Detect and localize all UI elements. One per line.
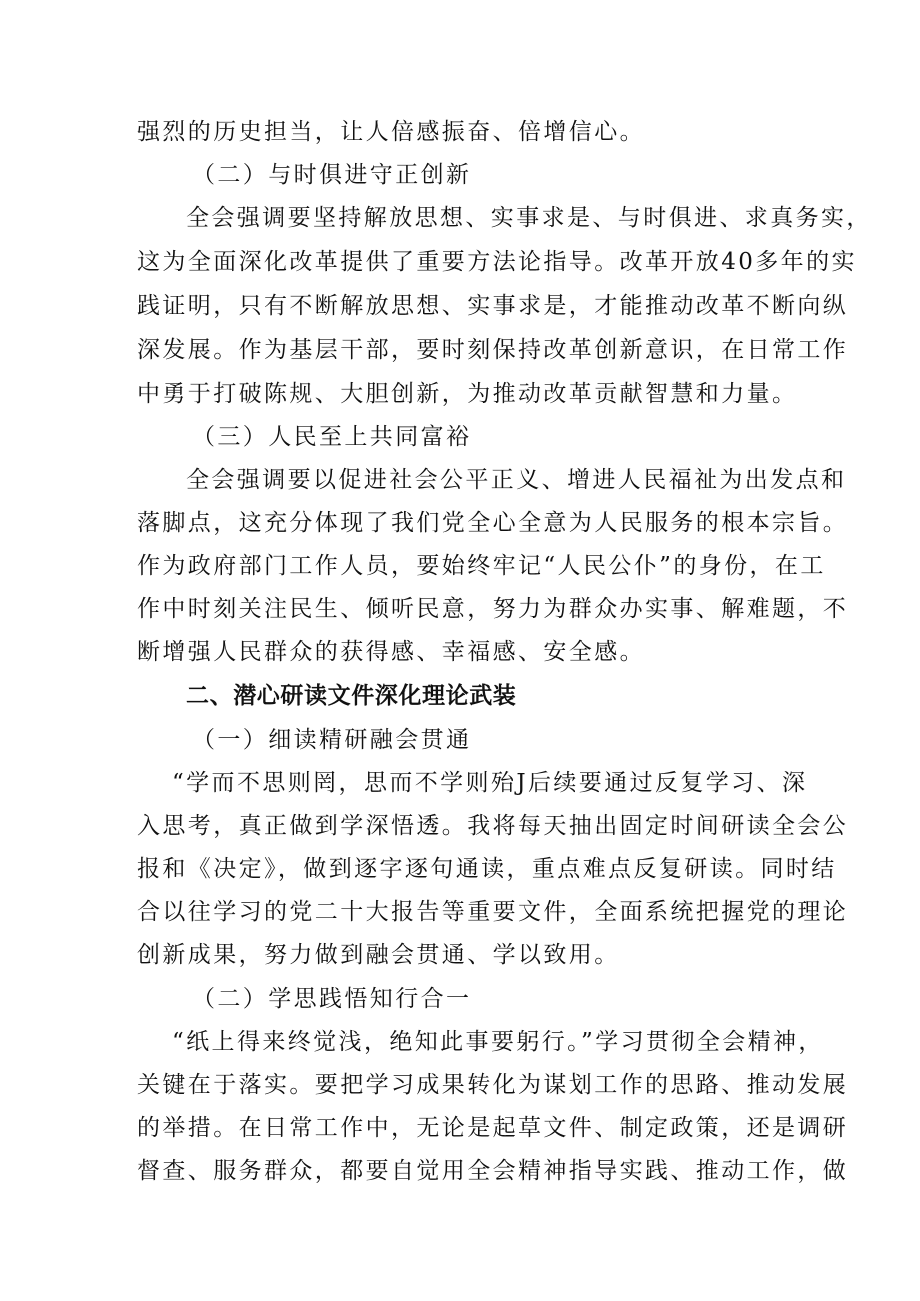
paragraph-line: 断增强人民群众的获得感、幸福感、安全感。 (137, 639, 645, 665)
paragraph-line: 关键在于落实。要把学习成果转化为谋划工作的思路、推动发展 (137, 1072, 849, 1098)
paragraph-line: 全会强调要以促进社会公平正义、增进人民福祉为出发点和 (186, 467, 847, 493)
paragraph-line: 合以往学习的党二十大报告等重要文件，全面系统把握党的理论 (137, 899, 849, 925)
section-heading-3: （一）细读精研融会贯通 (192, 727, 472, 753)
paragraph-line: 全会强调要坚持解放思想、实事求是、与时俱进、求真务实， (186, 205, 872, 231)
paragraph-line: 督查、服务群众，都要自觉用全会精神指导实践、推动工作，做 (137, 1158, 849, 1184)
paragraph-line: 落脚点，这充分体现了我们党全心全意为人民服务的根本宗旨。 (137, 510, 849, 536)
paragraph-line: 强烈的历史担当，让人倍感振奋、倍增信心。 (137, 119, 645, 145)
paragraph-line: 的举措。在日常工作中，无论是起草文件、制定政策，还是调研 (137, 1115, 849, 1141)
paragraph-line: 中勇于打破陈规、大胆创新，为推动改革贡献智慧和力量。 (137, 381, 798, 407)
paragraph-line: 深发展。作为基层干部，要时刻保持改革创新意识，在日常工作 (137, 337, 849, 363)
paragraph-line: “学而不思则罔，思而不学则殆J后续要通过反复学习、深 (172, 770, 808, 796)
section-heading-3: （三）人民至上共同富裕 (192, 424, 472, 450)
paragraph-line: “纸上得来终觉浅，绝知此事要躬行。”学习贯彻全会精神， (172, 1029, 824, 1055)
section-heading-3: （二）与时俱进守正创新 (192, 162, 472, 188)
section-heading-2: 二、潜心研读文件深化理论武装 (186, 683, 517, 709)
paragraph-line: 作为政府部门工作人员，要始终牢记“人民公仆”的身份，在工 (137, 553, 826, 579)
paragraph-line: 创新成果，努力做到融会贯通、学以致用。 (137, 942, 620, 968)
paragraph-line: 作中时刻关注民生、倾听民意，努力为群众办实事、解难题，不 (137, 596, 849, 622)
paragraph-line: 报和《决定》，做到逐字逐句通读，重点难点反复研读。同时结 (137, 856, 837, 882)
paragraph-line: 这为全面深化改革提供了重要方法论指导。改革开放40多年的实 (137, 249, 857, 275)
section-heading-3: （二）学思践悟知行合一 (192, 986, 472, 1012)
paragraph-line: 入思考，真正做到学深悟透。我将每天抽出固定时间研读全会公 (137, 813, 849, 839)
paragraph-line: 践证明，只有不断解放思想、实事求是，才能推动改革不断向纵 (137, 293, 849, 319)
